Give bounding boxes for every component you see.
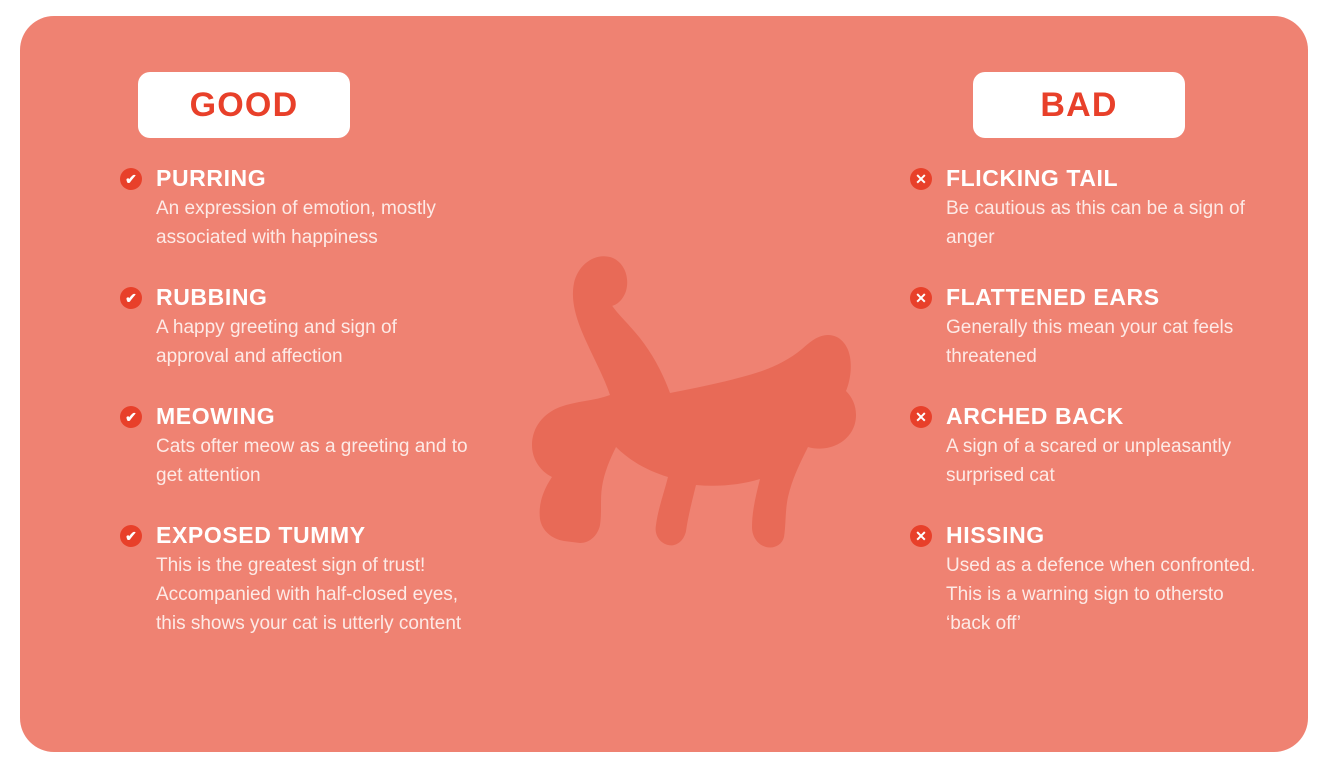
item-title: FLATTENED EARS (946, 284, 1160, 311)
list-item (898, 285, 1258, 372)
item-description: Used as a defence when confronted. This is a warning sign to othersto ‘back off’ (946, 555, 1256, 635)
cross-icon: ✕ (910, 406, 932, 428)
bad-heading-pill (973, 72, 1185, 138)
list-item (108, 166, 468, 253)
cross-icon: ✕ (910, 287, 932, 309)
cross-icon: ✕ (910, 168, 932, 190)
cross-icon: ✕ (910, 525, 932, 547)
item-title: PURRING (156, 165, 267, 191)
item-title: EXPOSED TUMMY (156, 522, 366, 549)
item-title: MEOWING (156, 403, 276, 430)
item-description: An expression of emotion, mostly associated with happiness (156, 198, 436, 249)
item-title: HISSING (946, 522, 1045, 549)
item-title: ARCHED BACK (946, 403, 1124, 430)
item-title: FLICKING TAIL (946, 165, 1119, 191)
item-description: A sign of a scared or unpleasantly surprised cat (946, 436, 1232, 487)
list-item (108, 404, 468, 491)
check-icon: ✔ (120, 287, 142, 309)
list-item (898, 166, 1258, 253)
item-description: This is the greatest sign of trust! Accompanied with half-closed eyes, this shows your cat is utterly content (156, 555, 462, 635)
check-icon: ✔ (120, 406, 142, 428)
check-icon: ✔ (120, 525, 142, 547)
check-icon: ✔ (120, 168, 142, 190)
list-item (108, 285, 468, 372)
list-item (898, 523, 1258, 639)
infographic-panel (20, 16, 1308, 752)
good-behaviour-list (108, 166, 468, 671)
good-heading-pill (138, 72, 350, 138)
cat-silhouette-icon (500, 231, 890, 561)
list-item (108, 523, 468, 639)
good-heading-label: GOOD (189, 85, 299, 124)
bad-heading-label: BAD (1040, 85, 1118, 124)
item-description: Cats ofter meow as a greeting and to get attention (156, 436, 468, 487)
item-title: RUBBING (156, 284, 268, 311)
item-description: Be cautious as this can be a sign of anger (946, 198, 1245, 249)
item-description: A happy greeting and sign of approval and affection (156, 317, 397, 368)
list-item (898, 404, 1258, 491)
item-description: Generally this mean your cat feels threatened (946, 317, 1234, 368)
bad-behaviour-list (898, 166, 1258, 671)
